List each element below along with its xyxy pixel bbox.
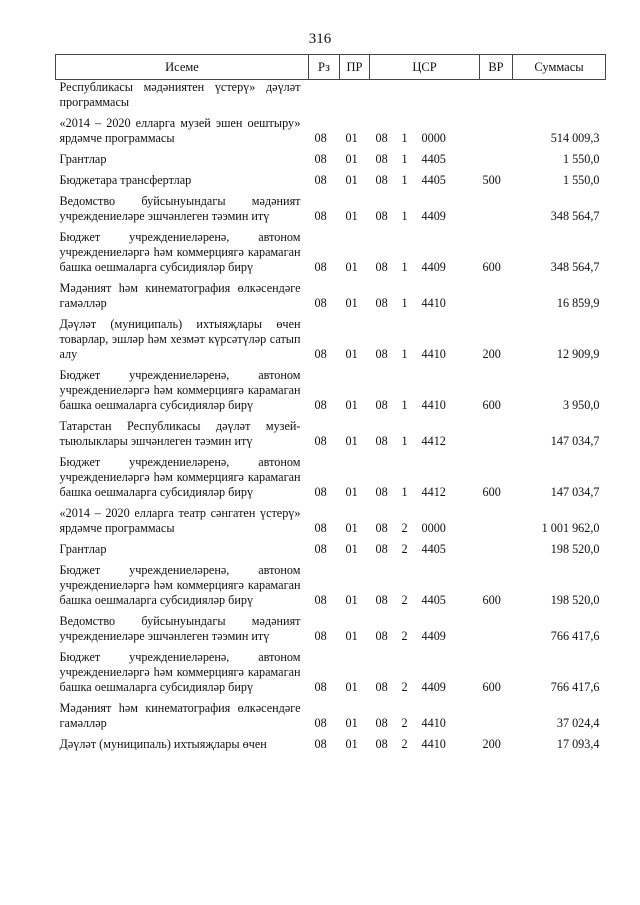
row-csr <box>370 612 480 648</box>
row-csr-code: 0000 <box>421 521 446 535</box>
row-csr-subprogram: 1 <box>401 485 408 499</box>
row-csr-code: 4405 <box>421 173 446 187</box>
row-csr <box>370 80 480 115</box>
budget-table <box>55 54 606 756</box>
row-csr-code: 4405 <box>421 542 446 556</box>
row-csr <box>370 171 480 192</box>
table-row <box>56 453 606 504</box>
row-csr-section: 08 <box>375 629 388 643</box>
table-row <box>56 648 606 699</box>
row-vr <box>480 114 513 150</box>
row-name: Дәүләт (муниципаль) ихтыяҗлары өчен товарлар, эшләр һәм хезмәт күрсәтүләр сатып алу <box>59 317 301 361</box>
row-csr-code: 4409 <box>421 680 446 694</box>
row-csr-section: 08 <box>375 716 388 730</box>
row-vr: 600 <box>482 485 501 499</box>
row-rz <box>309 80 340 115</box>
table-row <box>56 366 606 417</box>
table-row <box>56 699 606 735</box>
table-row <box>56 540 606 561</box>
row-pr: 01 <box>345 434 358 448</box>
row-vr <box>480 150 513 171</box>
row-name: Ведомство буйсынуындагы мәдәният учреждениеләре эшчәнлеген тәэмин итү <box>59 614 301 643</box>
row-csr <box>370 453 480 504</box>
row-csr <box>370 228 480 279</box>
row-pr: 01 <box>345 152 358 166</box>
row-csr-code: 4405 <box>421 152 446 166</box>
row-sum: 348 564,7 <box>550 209 600 223</box>
row-csr-code: 4409 <box>421 260 446 274</box>
table-row <box>56 735 606 756</box>
row-sum: 16 859,9 <box>556 296 600 310</box>
row-vr <box>480 540 513 561</box>
row-csr-subprogram: 1 <box>401 260 408 274</box>
row-vr: 600 <box>482 260 501 274</box>
table-row <box>56 504 606 540</box>
table-row <box>56 561 606 612</box>
row-csr-subprogram: 2 <box>401 716 408 730</box>
row-name: Бюджет учреждениеләренә, автоном учреждениеләргә һәм коммерциягә карамаган башка оешмаларга субсидияләр бирү <box>59 563 301 607</box>
row-csr-code: 4405 <box>421 593 446 607</box>
header-rz: Рз <box>309 55 340 80</box>
row-vr <box>480 192 513 228</box>
row-csr-subprogram: 1 <box>401 434 408 448</box>
row-vr <box>480 279 513 315</box>
row-sum: 198 520,0 <box>550 542 600 556</box>
row-csr-code: 4409 <box>421 209 446 223</box>
row-sum: 1 550,0 <box>562 152 600 166</box>
row-name: «2014 – 2020 елларга театр сәнгатен үстерү» ярдәмче программасы <box>59 506 301 535</box>
header-pr: ПР <box>340 55 370 80</box>
row-csr-section: 08 <box>375 521 388 535</box>
row-vr <box>480 504 513 540</box>
row-name: Грантлар <box>59 152 107 166</box>
row-pr: 01 <box>345 260 358 274</box>
row-sum: 766 417,6 <box>550 629 600 643</box>
row-csr-code: 4410 <box>421 296 446 310</box>
row-pr: 01 <box>345 347 358 361</box>
row-csr <box>370 504 480 540</box>
row-csr-section: 08 <box>375 542 388 556</box>
row-csr-subprogram: 2 <box>401 680 408 694</box>
row-sum: 1 550,0 <box>562 173 600 187</box>
row-csr <box>370 279 480 315</box>
row-sum <box>513 80 606 115</box>
row-sum: 3 950,0 <box>562 398 600 412</box>
row-csr-subprogram: 2 <box>401 737 408 751</box>
row-name: Мәдәният һәм кинематография өлкәсендәге гамәлләр <box>59 281 301 310</box>
row-csr-section: 08 <box>375 398 388 412</box>
row-csr-subprogram: 2 <box>401 629 408 643</box>
row-name: Бюджет учреждениеләренә, автоном учреждениеләргә һәм коммерциягә карамаган башка оешмаларга субсидияләр бирү <box>59 368 301 412</box>
row-name: Бюджет учреждениеләренә, автоном учреждениеләргә һәм коммерциягә карамаган башка оешмаларга субсидияләр бирү <box>59 650 301 694</box>
header-sum: Суммасы <box>513 55 606 80</box>
table-body <box>56 80 606 757</box>
row-csr-subprogram: 2 <box>401 593 408 607</box>
row-csr-code: 4412 <box>421 485 446 499</box>
row-pr: 01 <box>345 398 358 412</box>
row-csr-section: 08 <box>375 131 388 145</box>
row-csr-section: 08 <box>375 260 388 274</box>
row-rz: 08 <box>314 521 327 535</box>
row-rz: 08 <box>314 716 327 730</box>
row-rz: 08 <box>314 260 327 274</box>
row-csr <box>370 114 480 150</box>
row-sum: 17 093,4 <box>556 737 600 751</box>
row-csr-code: 4412 <box>421 434 446 448</box>
table-row <box>56 315 606 366</box>
row-name: Татарстан Республикасы дәүләт музей-тыюлыклары эшчәнлеген тәэмин итү <box>59 419 301 448</box>
row-vr: 600 <box>482 680 501 694</box>
row-csr-code: 4410 <box>421 398 446 412</box>
row-csr-subprogram: 1 <box>401 296 408 310</box>
table-row <box>56 417 606 453</box>
row-csr-section: 08 <box>375 485 388 499</box>
table-row <box>56 192 606 228</box>
row-vr <box>480 417 513 453</box>
row-name: Бюджет учреждениеләренә, автоном учреждениеләргә һәм коммерциягә карамаган башка оешмаларга субсидияләр бирү <box>59 455 301 499</box>
row-csr <box>370 540 480 561</box>
row-csr-section: 08 <box>375 680 388 694</box>
row-vr <box>480 699 513 735</box>
table-row <box>56 171 606 192</box>
row-name: Грантлар <box>59 542 107 556</box>
row-csr-section: 08 <box>375 209 388 223</box>
row-csr-section: 08 <box>375 152 388 166</box>
row-pr: 01 <box>345 716 358 730</box>
row-csr <box>370 417 480 453</box>
row-csr <box>370 150 480 171</box>
row-csr-section: 08 <box>375 296 388 310</box>
row-csr-subprogram: 2 <box>401 521 408 535</box>
row-csr-subprogram: 2 <box>401 542 408 556</box>
row-vr <box>480 80 513 115</box>
row-rz: 08 <box>314 737 327 751</box>
row-csr-subprogram: 1 <box>401 347 408 361</box>
table-row <box>56 150 606 171</box>
row-pr: 01 <box>345 680 358 694</box>
row-rz: 08 <box>314 152 327 166</box>
row-csr-code: 4410 <box>421 347 446 361</box>
row-rz: 08 <box>314 209 327 223</box>
row-csr-section: 08 <box>375 347 388 361</box>
row-csr <box>370 561 480 612</box>
row-pr: 01 <box>345 737 358 751</box>
row-vr: 600 <box>482 593 501 607</box>
row-sum: 37 024,4 <box>556 716 600 730</box>
row-csr <box>370 315 480 366</box>
row-csr-subprogram: 1 <box>401 398 408 412</box>
table-row <box>56 228 606 279</box>
row-csr-code: 4409 <box>421 629 446 643</box>
row-csr <box>370 648 480 699</box>
row-pr: 01 <box>345 131 358 145</box>
row-name: Ведомство буйсынуындагы мәдәният учреждениеләре эшчәнлеген тәэмин итү <box>59 194 301 223</box>
page-number: 316 <box>308 31 332 47</box>
row-name: Бюджет учреждениеләренә, автоном учреждениеләргә һәм коммерциягә карамаган башка оешмаларга субсидияләр бирү <box>59 230 301 274</box>
row-rz: 08 <box>314 629 327 643</box>
row-sum: 514 009,3 <box>550 131 600 145</box>
row-rz: 08 <box>314 347 327 361</box>
row-name: Дәүләт (муниципаль) ихтыяҗлары өчен <box>59 737 267 751</box>
row-sum: 348 564,7 <box>550 260 600 274</box>
row-pr: 01 <box>345 521 358 535</box>
row-sum: 1 001 962,0 <box>541 521 600 535</box>
row-csr-section: 08 <box>375 434 388 448</box>
row-sum: 766 417,6 <box>550 680 600 694</box>
row-pr <box>340 80 370 115</box>
header-vr: ВР <box>480 55 513 80</box>
row-csr-section: 08 <box>375 593 388 607</box>
row-csr-section: 08 <box>375 737 388 751</box>
row-pr: 01 <box>345 209 358 223</box>
row-vr: 200 <box>482 347 501 361</box>
table-header-row <box>56 55 606 80</box>
table-row <box>56 612 606 648</box>
table-row <box>56 279 606 315</box>
row-csr <box>370 366 480 417</box>
row-name: Бюджетара трансфертлар <box>59 173 192 187</box>
row-csr <box>370 192 480 228</box>
row-pr: 01 <box>345 485 358 499</box>
row-csr <box>370 735 480 756</box>
row-rz: 08 <box>314 434 327 448</box>
row-rz: 08 <box>314 131 327 145</box>
row-rz: 08 <box>314 398 327 412</box>
row-csr-code: 4410 <box>421 737 446 751</box>
row-csr-code: 0000 <box>421 131 446 145</box>
row-sum: 147 034,7 <box>550 434 600 448</box>
row-name: Республикасы мәдәниятен үстерү» дәүләт программасы <box>59 80 301 109</box>
row-pr: 01 <box>345 173 358 187</box>
row-vr <box>480 612 513 648</box>
row-csr-subprogram: 1 <box>401 173 408 187</box>
header-name: Исеме <box>56 55 309 80</box>
row-name: «2014 – 2020 елларга музей эшен оештыру» ярдәмче программасы <box>59 116 301 145</box>
row-csr-code: 4410 <box>421 716 446 730</box>
row-rz: 08 <box>314 593 327 607</box>
row-csr <box>370 699 480 735</box>
row-sum: 198 520,0 <box>550 593 600 607</box>
row-rz: 08 <box>314 542 327 556</box>
table-row <box>56 80 606 115</box>
row-vr: 500 <box>482 173 501 187</box>
row-pr: 01 <box>345 593 358 607</box>
header-csr: ЦСР <box>370 55 480 80</box>
row-vr: 200 <box>482 737 501 751</box>
row-vr: 600 <box>482 398 501 412</box>
row-pr: 01 <box>345 629 358 643</box>
row-csr-subprogram: 1 <box>401 131 408 145</box>
row-name: Мәдәният һәм кинематография өлкәсендәге гамәлләр <box>59 701 301 730</box>
row-rz: 08 <box>314 680 327 694</box>
row-rz: 08 <box>314 296 327 310</box>
row-csr-section: 08 <box>375 173 388 187</box>
row-csr-subprogram: 1 <box>401 152 408 166</box>
row-rz: 08 <box>314 173 327 187</box>
row-csr-subprogram: 1 <box>401 209 408 223</box>
row-pr: 01 <box>345 542 358 556</box>
row-sum: 12 909,9 <box>556 347 600 361</box>
row-pr: 01 <box>345 296 358 310</box>
row-rz: 08 <box>314 485 327 499</box>
table-row <box>56 114 606 150</box>
row-sum: 147 034,7 <box>550 485 600 499</box>
